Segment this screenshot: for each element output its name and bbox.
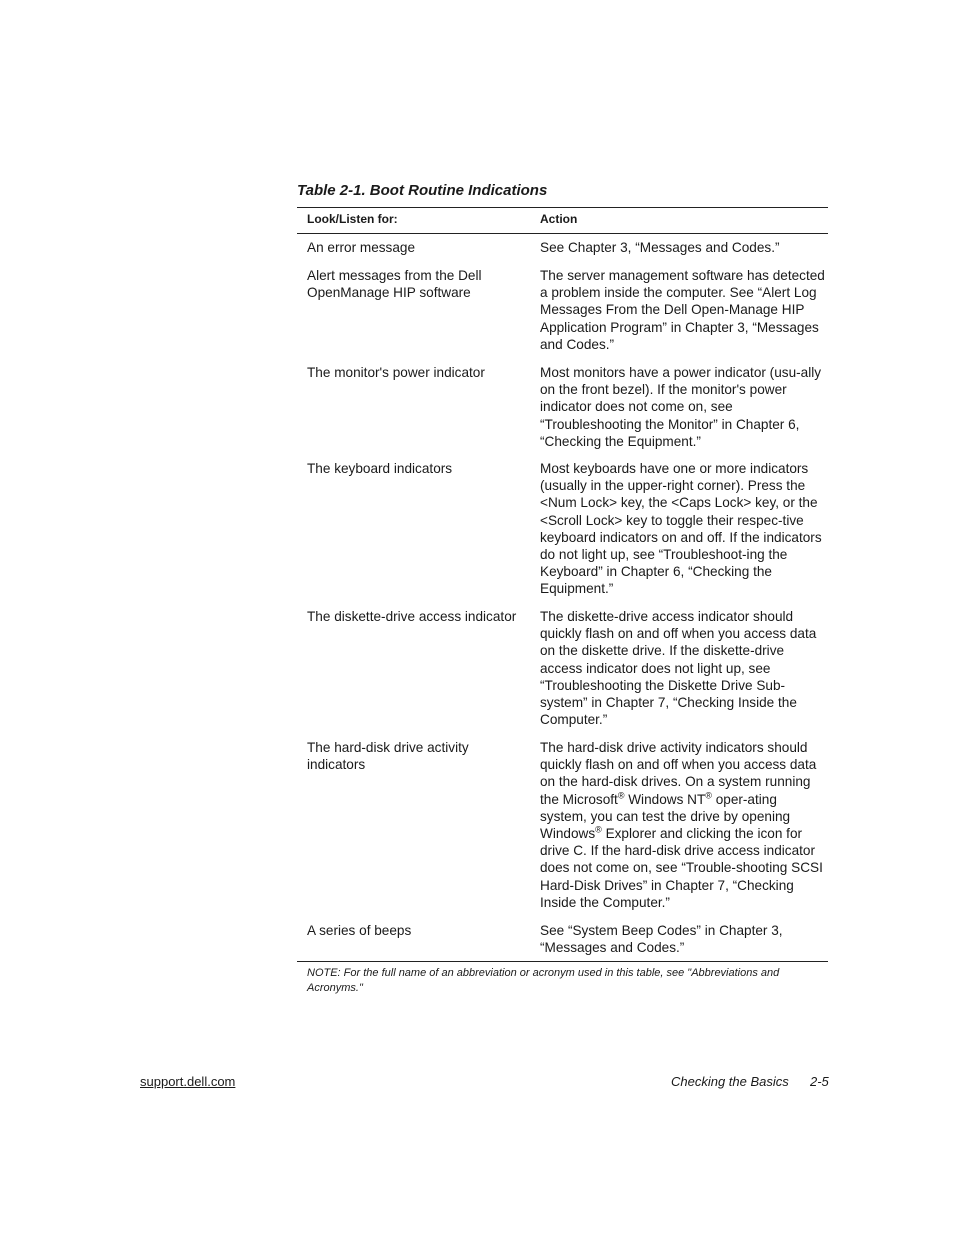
footer-link-support[interactable]: support.dell.com [140, 1074, 236, 1089]
column-header-action: Action [540, 212, 578, 226]
row-action-error-message: See Chapter 3, “Messages and Codes.” [540, 240, 780, 255]
row-look-series-of-beeps: A series of beeps [307, 923, 412, 938]
row-look-error-message: An error message [307, 240, 416, 255]
footer-page-number: 2-5 [810, 1074, 829, 1089]
row-look-monitor-power: The monitor's power indicator [307, 365, 485, 380]
row-action-hard-disk-indicators: The hard-disk drive activity indicators should quickly flash on and off when you access data on the hard-disk drives. On a system running the Microsoft® Windows NT® oper-ating system, you can test the drive by opening Windows® Explorer and clicking the icon for drive C. If the hard-disk drive access indicator does not come on, see “Trouble-shooting SCSI Hard-Disk Drives” in Chapter 7, “Checking Inside the Computer.” [540, 740, 823, 910]
row-action-series-of-beeps: See “System Beep Codes” in Chapter 3, “Messages and Codes.” [540, 923, 783, 956]
registered-mark: ® [617, 790, 625, 801]
table-note: NOTE: For the full name of an abbreviation or acronym used in this table, see "Abbreviations and Acronyms." [307, 967, 780, 994]
table-top-rule [297, 207, 828, 208]
row-action-alert-messages: The server management software has detected a problem inside the computer. See “Alert Log Messages From the Dell Open-Manage HIP Application Program” in Chapter 3, “Messages and Codes.” [540, 268, 825, 352]
table-caption: Table 2-1. Boot Routine Indications [297, 182, 548, 199]
registered-mark: ® [595, 824, 602, 835]
row-action-monitor-power: Most monitors have a power indicator (usu-ally on the front bezel). If the monitor's power indicator does not come on, see “Troubleshooting the Monitor” in Chapter 6, “Checking the Equipment.” [540, 365, 822, 449]
row-action-keyboard-indicators: Most keyboards have one or more indicators (usually in the upper-right corner). Press the <Num Lock> key, the <Caps Lock> key, or the <Scroll Lock> key to toggle their respec-tive keyboard indicators on and off. If the indicators do not light up, see “Troubleshoot-ing the Keyboard” in Chapter 6, “Checking the Equipment.” [540, 461, 822, 597]
row-look-diskette-indicator: The diskette-drive access indicator [307, 609, 517, 624]
table-bottom-rule [297, 961, 828, 962]
row-look-alert-messages: Alert messages from the Dell OpenManage HIP software [307, 268, 482, 301]
registered-mark: ® [705, 790, 712, 801]
row-look-keyboard-indicators: The keyboard indicators [307, 461, 453, 476]
footer-section-title: Checking the Basics [671, 1074, 789, 1089]
header-bottom-rule [297, 233, 828, 234]
row-look-hard-disk-indicators: The hard-disk drive activity indicators [307, 740, 469, 773]
column-header-look-listen: Look/Listen for: [307, 212, 398, 226]
row-action-diskette-indicator: The diskette-drive access indicator should quickly flash on and off when you access data on the diskette drive. If the diskette-drive access indicator does not light up, see “Troubleshooting the Diskette Drive Sub-system” in Chapter 7, “Checking Inside the Computer.” [540, 609, 817, 728]
